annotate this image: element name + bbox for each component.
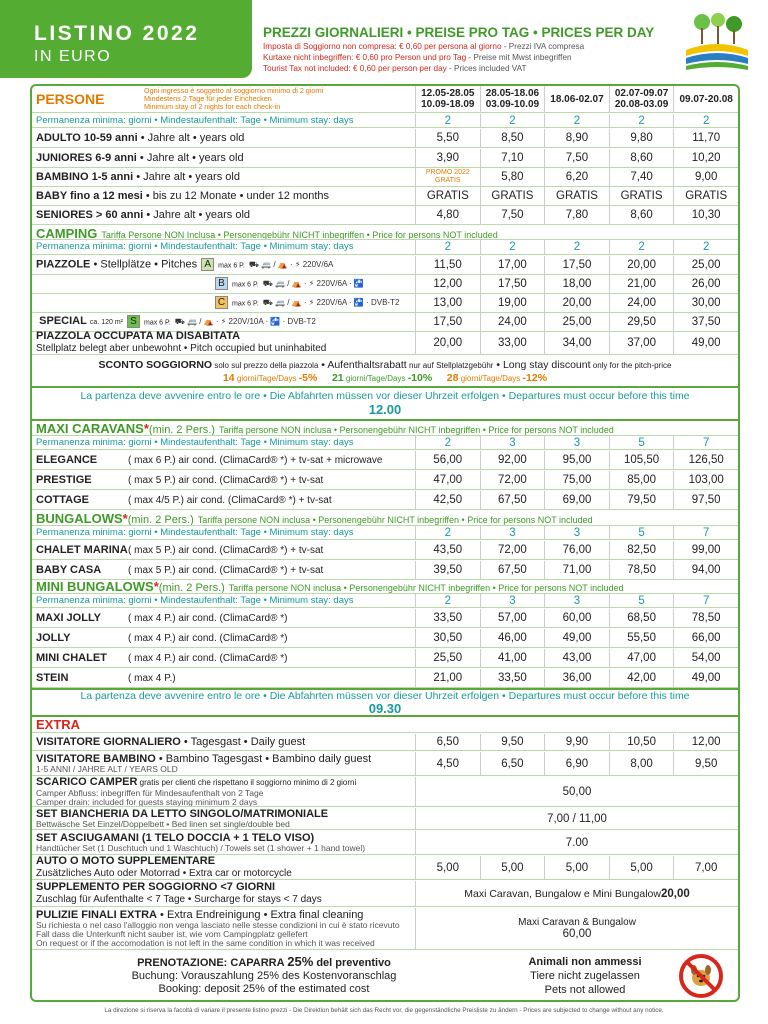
- price-cell: 85,00: [609, 471, 674, 489]
- price-cell: GRATIS: [544, 187, 609, 205]
- price-cell: 79,50: [609, 491, 674, 509]
- no-pets-icon: [678, 953, 724, 999]
- price-cell: 21,00: [415, 669, 480, 687]
- price-cell: 78,50: [609, 561, 674, 579]
- period-header-3: 18.06-02.07: [544, 86, 609, 112]
- tax-note-en: Tourist Tax not included: € 0,60 per person per day - Prices included VAT: [263, 64, 527, 73]
- maxi-min-stay-row: Permanenza minima: giorni • Mindestaufenthalt: Tage • Minimum stay: days 2 3 3 5 7: [32, 436, 738, 450]
- price-cell: 78,50: [673, 609, 738, 627]
- price-cell: 19,00: [480, 294, 545, 312]
- price-cell: 42,50: [415, 491, 480, 509]
- final-cleaning-row: PULIZIE FINALI EXTRA • Extra Endreinigung • Extra final cleaning Su richiesta o nel caso l'alloggio non venga lasciato nelle stesse condizioni in cui è stato ricevuto Fall dass die Unterkunft nicht sauber ist, wie vom Campingplatz gellefert On request or if the accomodation is not left in the same condition in which it was received Maxi Caravan & Bungalow 60,00: [32, 908, 738, 950]
- price-cell: 75,00: [544, 471, 609, 489]
- price-cell: 43,00: [544, 649, 609, 667]
- price-cell: 49,00: [673, 669, 738, 687]
- period-header-2: 28.05-18.06 03.09-10.09: [480, 86, 545, 112]
- mini-section-header: MINI BUNGALOWS * (min. 2 Pers.) Tariffa persone NON inclusa • Personengebühr NICHT inbegriffen • Price for persons NOT included: [32, 579, 738, 594]
- price-cell: 26,00: [673, 275, 738, 293]
- price-cell: 67,50: [480, 491, 545, 509]
- price-cell: 95,00: [544, 451, 609, 469]
- price-cell: 17,50: [480, 275, 545, 293]
- price-cell: 8,90: [544, 129, 609, 147]
- price-cell: 72,00: [480, 471, 545, 489]
- price-cell: 21,00: [609, 275, 674, 293]
- price-cell: 49,00: [544, 629, 609, 647]
- price-cell: 9,80: [609, 129, 674, 147]
- price-cell: 9,00: [673, 168, 738, 186]
- price-cell: 97,50: [673, 491, 738, 509]
- price-cell: 8,60: [609, 206, 674, 224]
- maxi-section-header: MAXI CARAVANS * (min. 2 Pers.) Tariffa persone NON inclusa • Personengebühr NICHT inbegriffen • Price for persons NOT included: [32, 421, 738, 436]
- price-cell: 10,20: [673, 149, 738, 167]
- pitch-rate-row: C max 6 P. ⛟ 🚐 / ⛺ · ⚡ 220V/6A · 🚰 · DVB-T2 13,00 19,00 20,00 24,00 30,00: [32, 294, 738, 313]
- period-header-1: 12.05-28.05 10.09-18.09: [415, 86, 480, 112]
- prices-per-day-title: PREZZI GIORNALIERI • PREISE PRO TAG • PRICES PER DAY: [263, 25, 655, 40]
- bung-min-stay-row: Permanenza minima: giorni • Mindestaufenthalt: Tage • Minimum stay: days 2 3 3 5 7: [32, 526, 738, 540]
- price-cell: 76,00: [544, 541, 609, 559]
- period-header-4: 02.07-09.07 20.08-03.09: [609, 86, 674, 112]
- accommodation-rate-row: BABY CASA ( max 5 P.) air cond. (ClimaCard® *) + tv-sat 39,50 67,50 71,00 78,50 94,00: [32, 561, 738, 580]
- price-cell: 56,00: [415, 451, 480, 469]
- child-visitor-row: VISITATORE BAMBINO • Bambino Tagesgast • Bambino daily guest 1-5 ANNI / JAHRE ALT / YEARS OLD 4,50 6,50 6,90 8,00 9,50: [32, 752, 738, 776]
- price-cell: GRATIS: [480, 187, 545, 205]
- price-cell: 55,50: [609, 629, 674, 647]
- price-cell: 6,20: [544, 168, 609, 186]
- price-cell: 47,00: [415, 471, 480, 489]
- price-cell: 66,00: [673, 629, 738, 647]
- price-cell: 33,50: [480, 669, 545, 687]
- price-cell: 17,50: [415, 313, 480, 331]
- pitch-type-badge: A: [201, 258, 214, 271]
- price-cell: 7,40: [609, 168, 674, 186]
- price-cell: 25,00: [673, 256, 738, 274]
- price-cell: 25,50: [415, 649, 480, 667]
- period-header-5: 09.07-20.08: [673, 86, 738, 112]
- price-cell: 41,00: [480, 649, 545, 667]
- price-cell: 46,00: [480, 629, 545, 647]
- mini-min-stay-row: Permanenza minima: giorni • Mindestaufenthalt: Tage • Minimum stay: days 2 3 3 5 7: [32, 594, 738, 608]
- accommodation-rate-row: PRESTIGE ( max 5 P.) air cond. (ClimaCard® *) + tv-sat 47,00 72,00 75,00 85,00 103,00: [32, 471, 738, 490]
- departure-time-1: 12.00: [368, 402, 402, 417]
- pitch-services-icon: ⛟ 🚐 / ⛺ · ⚡ 220V/6A · 🚰: [262, 279, 364, 289]
- camping-section-header: CAMPING Tariffa Persone NON Inclusa • Personengebühr NICHT inbegriffen • Price for persons NOT included: [32, 226, 738, 240]
- pitch-services-icon: ⛟ 🚐 / ⛺ · ⚡ 220V/6A: [248, 260, 334, 270]
- price-cell: 42,00: [609, 669, 674, 687]
- price-cell: 4,80: [415, 206, 480, 224]
- promo-free-cell: PROMO 2022 GRATIS: [415, 168, 480, 186]
- persons-min-stay-note: Ogni ingresso è soggetto al soggiorno minimo di 2 giorni Mindestens 2 Tage für jeder Einchecken Minimum stay of 2 nights for each check-in: [144, 87, 324, 111]
- price-cell: 92,00: [480, 451, 545, 469]
- price-list-title: LISTINO 2022: [34, 22, 200, 45]
- footer-disclaimer: La direzione si riserva la facoltà di variare il presente listino prezzi - Die Direktion behält sich das Recht vor, die gegenständliche Preisliste zu ändern - Prices are subjected to change without any notice.: [104, 1007, 664, 1014]
- pitch-type-badge: B: [215, 277, 228, 290]
- daily-visitor-row: VISITATORE GIORNALIERO • Tagesgast • Daily guest 6,50 9,50 9,90 10,50 12,00: [32, 734, 738, 751]
- camping-title: CAMPING: [36, 226, 98, 240]
- price-cell: 17,50: [544, 256, 609, 274]
- price-cell: 5,50: [415, 129, 480, 147]
- price-cell: 8,60: [609, 149, 674, 167]
- persons-header-row: [32, 86, 738, 113]
- price-cell: 103,00: [673, 471, 738, 489]
- persons-min-stay-row: Permanenza minima: giorni • Mindestaufenthalt: Tage • Minimum stay: days 2 2 2 2 2: [32, 114, 738, 128]
- camping-logo-icon: [682, 10, 752, 72]
- accommodation-rate-row: CHALET MARINA( max 5 P.) air cond. (ClimaCard® *) + tv-sat 43,50 72,00 76,00 82,50 99,00: [32, 541, 738, 560]
- price-cell: 13,00: [415, 294, 480, 312]
- price-cell: GRATIS: [673, 187, 738, 205]
- price-cell: 105,50: [609, 451, 674, 469]
- price-cell: 17,00: [480, 256, 545, 274]
- tax-note-de: Kurtaxe nicht inbegriffen: € 0,60 pro Person und pro Tag - Preise mit Mwst inbegriffen: [263, 53, 572, 62]
- price-cell: 7,10: [480, 149, 545, 167]
- persons-title: PERSONE: [36, 91, 105, 107]
- pitch-services-icon: ⛟ 🚐 / ⛺ · ⚡ 220V/6A · 🚰 · DVB-T2: [262, 298, 400, 308]
- price-cell: 47,00: [609, 649, 674, 667]
- price-cell: 29,50: [609, 313, 674, 331]
- price-cell: 36,00: [544, 669, 609, 687]
- pitches-label: PIAZZOLE • Stellplätze • Pitches: [36, 258, 198, 271]
- short-stay-surcharge-row: SUPPLEMENTO PER SOGGIORNO <7 GIORNI Zuschlag für Aufenthalte < 7 Tage • Surcharge for stays < 7 days Maxi Caravan, Bungalow e Mini Bungalow 20,00: [32, 881, 738, 907]
- pitch-rate-row: B max 6 P. ⛟ 🚐 / ⛺ · ⚡ 220V/6A · 🚰 12,00 17,50 18,00 21,00 26,00: [32, 275, 738, 294]
- person-rate-row: SENIORES > 60 anni • Jahre alt • years old 4,80 7,50 7,80 8,60 10,30: [32, 206, 738, 225]
- departure-time-2: 09.30: [368, 701, 402, 716]
- price-cell: 54,00: [673, 649, 738, 667]
- pitch-services-icon: ⛟ 🚐 / ⛺ · ⚡ 220V/10A · 🚰 · DVB-T2: [174, 317, 316, 327]
- long-stay-discount-values: 14 giorni/Tage/Days -5% 21 giorni/Tage/Days -10% 28 giorni/Tage/Days -12%: [222, 372, 548, 384]
- accommodation-rate-row: STEIN ( max 4 P.) 21,00 33,50 36,00 42,00 49,00: [32, 669, 738, 688]
- extra-vehicle-row: AUTO O MOTO SUPPLEMENTARE Zusätzliches Auto oder Motorrad • Extra car or motorcycle 5,00 5,00 5,00 5,00 7,00: [32, 856, 738, 880]
- bung-section-header: BUNGALOWS * (min. 2 Pers.) Tariffa persone NON inclusa • Personengebühr NICHT inbegriffen • Price for persons NOT included: [32, 511, 738, 526]
- price-cell: 20,00: [609, 256, 674, 274]
- pets-not-allowed-note: Animali non ammessi Tiere nicht zugelassen Pets not allowed: [528, 956, 642, 996]
- price-cell: 7,50: [480, 206, 545, 224]
- towel-set-row: SET ASCIUGAMANI (1 TELO DOCCIA + 1 TELO VISO) Handtücher Set (1 Duschtuch und 1 Waschtuch) / Towels set (1 shower + 1 hand towel) 7.00: [32, 831, 738, 855]
- price-cell: 20,00: [544, 294, 609, 312]
- departure-time-note-2: La partenza deve avvenire entro le ore • Die Abfahrten müssen vor dieser Uhrzeit erfolgen • Departures must occur before this time: [80, 690, 690, 702]
- camping-min-stay-row: Permanenza minima: giorni • Mindestaufenthalt: Tage • Minimum stay: days 2 2 2 2 2: [32, 240, 738, 255]
- pitch-rate-row: PIAZZOLE • Stellplätze • Pitches A max 6 P. ⛟ 🚐 / ⛺ · ⚡ 220V/6A 11,50 17,00 17,50 20,00 25,00: [32, 256, 738, 275]
- departure-time-note-1: La partenza deve avvenire entro le ore • Die Abfahrten müssen vor dieser Uhrzeit erfolgen • Departures must occur before this time: [80, 390, 690, 402]
- accommodation-rate-row: MINI CHALET ( max 4 P.) air cond. (ClimaCard® *) 25,50 41,00 43,00 47,00 54,00: [32, 649, 738, 668]
- price-cell: 24,00: [480, 313, 545, 331]
- price-cell: 8,50: [480, 129, 545, 147]
- price-cell: 30,00: [673, 294, 738, 312]
- person-rate-row: JUNIORES 6-9 anni • Jahre alt • years old 3,90 7,10 7,50 8,60 10,20: [32, 149, 738, 168]
- price-cell: 72,00: [480, 541, 545, 559]
- pitch-type-badge: C: [215, 296, 228, 309]
- price-cell: 30,50: [415, 629, 480, 647]
- price-cell: 99,00: [673, 541, 738, 559]
- price-cell: 69,00: [544, 491, 609, 509]
- price-cell: 71,00: [544, 561, 609, 579]
- person-rate-row: ADULTO 10-59 anni • Jahre alt • years old 5,50 8,50 8,90 9,80 11,70: [32, 129, 738, 148]
- camper-drain-row: SCARICO CAMPER gratis per clienti che rispettano il soggiorno minimo di 2 giorni Camper Abfluss: inbegriffen für Mindesaufenthalt von 2 Tage Camper drain: included for guests staying minimum 2 days 50,00: [32, 777, 738, 807]
- price-cell: 24,00: [609, 294, 674, 312]
- pitch-type-badge: S: [127, 315, 140, 328]
- bed-linen-row: SET BIANCHERIA DA LETTO SINGOLO/MATRIMONIALE Bettwäsche Set Einzel/Doppelbett • Bed linen set single/double bed 7,00 / 11,00: [32, 808, 738, 830]
- price-cell: GRATIS: [415, 187, 480, 205]
- accommodation-rate-row: JOLLY ( max 4 P.) air cond. (ClimaCard® *) 30,50 46,00 49,00 55,50 66,00: [32, 629, 738, 648]
- header: [0, 0, 768, 82]
- price-cell: 37,50: [673, 313, 738, 331]
- occupied-pitch-row: PIAZZOLA OCCUPATA MA DISABITATA Stellplatz belegt aber unbewohnt • Pitch occupied but uninhabited 20,00 33,00 34,00 37,00 49,00: [32, 331, 738, 355]
- price-cell: 11,50: [415, 256, 480, 274]
- tax-note-it: Imposta di Soggiorno non compresa: € 0,60 per persona al giorno - Prezzi IVA compresa: [263, 42, 585, 51]
- price-cell: 12,00: [415, 275, 480, 293]
- price-cell: 67,50: [480, 561, 545, 579]
- accommodation-rate-row: MAXI JOLLY ( max 4 P.) air cond. (ClimaCard® *) 33,50 57,00 60,00 68,50 78,50: [32, 609, 738, 628]
- long-stay-discount-title: SCONTO SOGGIORNO solo sul prezzo della piazzola • Aufenthaltsrabatt nur auf Stellplatzgebühr • Long stay discount only for the pitch-price: [98, 359, 672, 371]
- price-cell: 94,00: [673, 561, 738, 579]
- price-cell: 33,50: [415, 609, 480, 627]
- price-cell: 126,50: [673, 451, 738, 469]
- price-cell: 5,80: [480, 168, 545, 186]
- booking-deposit-note: PRENOTAZIONE: CAPARRA 25% del preventivo Buchung: Vorauszahlung 25% des Kostenvoranschlag Booking: deposit 25% of the estimated cost: [131, 954, 397, 995]
- price-cell: 39,50: [415, 561, 480, 579]
- price-cell: 43,50: [415, 541, 480, 559]
- person-rate-row: BAMBINO 1-5 anni • Jahre alt • years old PROMO 2022 GRATIS 5,80 6,20 7,40 9,00: [32, 168, 738, 187]
- accommodation-rate-row: COTTAGE ( max 4/5 P.) air cond. (ClimaCard® *) + tv-sat 42,50 67,50 69,00 79,50 97,50: [32, 491, 738, 510]
- price-cell: 60,00: [544, 609, 609, 627]
- price-cell: 57,00: [480, 609, 545, 627]
- pitch-rate-row: SPECIAL ca. 120 m² S max 6 P. ⛟ 🚐 / ⛺ · ⚡ 220V/10A · 🚰 · DVB-T2 17,50 24,00 25,00 29,50 37,50: [32, 313, 738, 332]
- price-cell: 3,90: [415, 149, 480, 167]
- price-cell: 25,00: [544, 313, 609, 331]
- price-cell: 10,30: [673, 206, 738, 224]
- price-cell: GRATIS: [609, 187, 674, 205]
- currency-label: IN EURO: [34, 48, 112, 65]
- price-cell: 7,80: [544, 206, 609, 224]
- extra-title: EXTRA: [36, 717, 81, 732]
- price-cell: 68,50: [609, 609, 674, 627]
- price-cell: 82,50: [609, 541, 674, 559]
- price-cell: 7,50: [544, 149, 609, 167]
- price-cell: 11,70: [673, 129, 738, 147]
- accommodation-rate-row: ELEGANCE ( max 6 P.) air cond. (ClimaCard® *) + tv-sat + microwave 56,00 92,00 95,00 105,50 126,50: [32, 451, 738, 470]
- price-cell: 18,00: [544, 275, 609, 293]
- extra-section-header: [32, 717, 738, 733]
- person-rate-row: BABY fino a 12 mesi • bis zu 12 Monate • under 12 months GRATIS GRATIS GRATIS GRATIS GRATIS: [32, 187, 738, 206]
